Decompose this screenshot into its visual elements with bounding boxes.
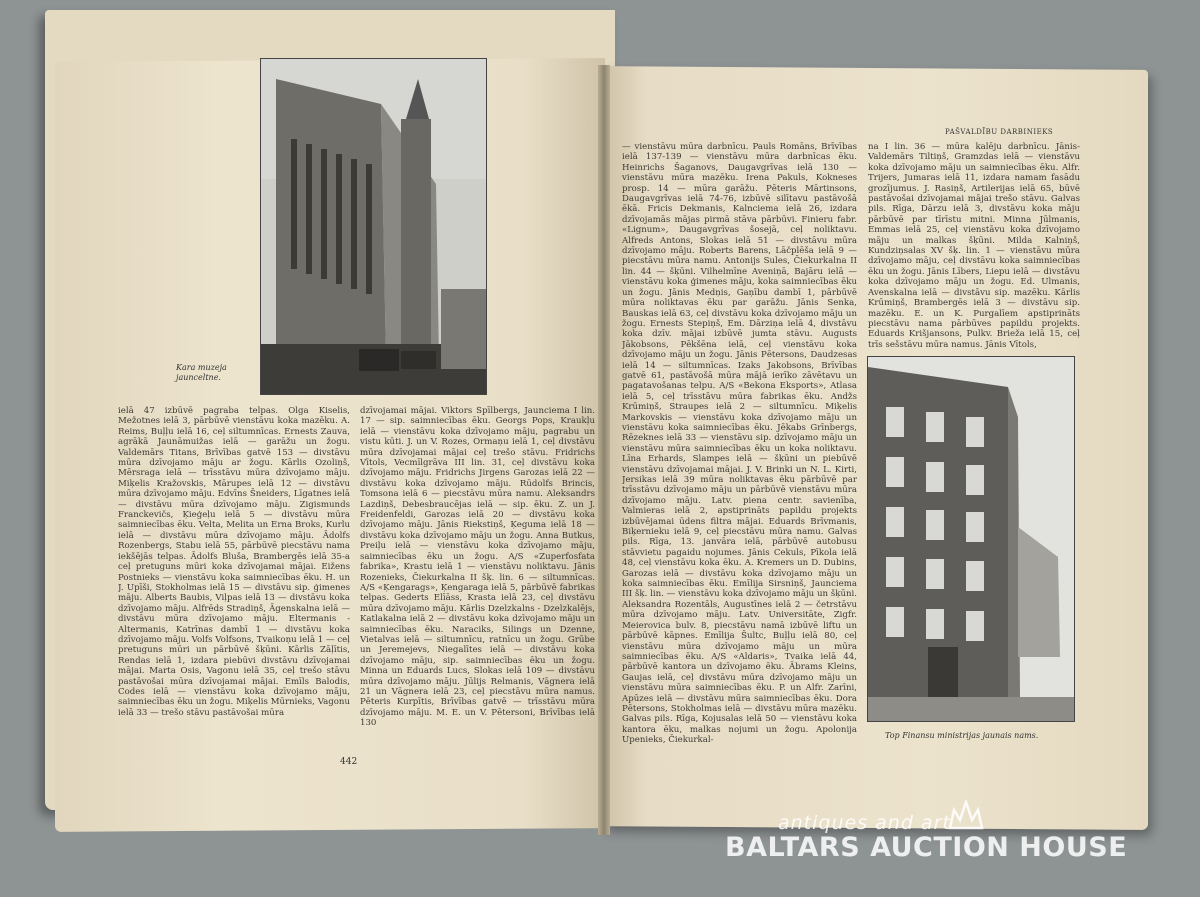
museum-photo: [260, 58, 487, 395]
watermark-brand: BALTARS AUCTION HOUSE: [725, 832, 1128, 863]
museum-photo-caption: [176, 363, 227, 383]
caption-line-2: jaunceltne.: [176, 373, 221, 382]
right-column-2: [868, 142, 1080, 350]
left-column-1-text: ielā 47 izbūvē pagraba telpas. Olga Kiselis, Mežotnes ielā 3, pārbūvē vienstāvu koka mazēku. A. Reims, Buļļu ielā 16, ceļ siltumnīcas. Ernests Zauva, agrākā Jaunāmuižas ielā — garāžu un žogu. Valdemārs Titans, Brīvības gatvē 153 — divstāvu mūra dzīvojamo māju ar žogu. Kārlis Ozoliņš, Mērsraga ielā — trīsstāvu mūra dzīvojamo māju. Miķelis Kražovskis, Mārupes ielā 12 — divstāvu mūra dzīvojamo māju. Edvīns Šneiders, Līgatnes ielā — divstāvu mūra dzīvojamo māju. Zigismunds Franckevičs, Ķieģeļu ielā 5 — divstāvu mūra saimniecības ēku. Velta, Melita un Erna Broks, Kurlu ielā — divstāvu mūra dzīvojamo māju. Ādolfs Rozenbergs, Stabu ielā 55, pārbūvē piecstāvu nama iekšējās telpas. Ādolfs Bluša, Brambergēs ielā 35-a ceļ pretuguns mūri koka dzīvojamai mājai. Eižens Postnieks — vienstāvu koka saimniecības ēku. H. un J. Upīši, Stokholmas ielā 15 — divstāvu sip. ģimenes māju. Alberts Baubis, Viļpas ielā 13 — divstāvu koka dzīvojamo māju. Alfrēds Stradiņš, Āgenskalna ielā — divstāvu mūra dzīvojamo māju. Eltermanis - Altermanis, Katrīnas dambī 1 — divstāvu koka dzīvojamo māju. Volfs Volfsons, Tvaikoņu ielā 1 — ceļ pretuguns mūri un pārbūvē šķūni. Kārlis Zāļītis, Rendas ielā 1, izdara piebūvi divstāvu dzīvojamai mājai. Marta Osis, Vagonu ielā 35, ceļ trešo stāvu pastāvošai mūra dzīvojamai mājai. Emīls Balodis, Codes ielā — vienstāvu koka dzīvojamo māju, saimniecības ēku un žogu. Miķelis Mūrnieks, Vagonu ielā 33 — trešo stāvu pastāvošai mūra: [118, 406, 350, 718]
left-column-1: [118, 406, 350, 751]
left-column-2-text: dzīvojamai mājai. Viktors Špīlbergs, Jaunciema I lin. 17 — sip. saimniecības ēku. Georgs Pops, Kraukļu ielā — vienstāvu koka dzīvojamo māju, pagrabu un vistu kūti. J. un V. Rozes, Ormaņu ielā 1, ceļ divstāvu mūra dzīvojamai mājai ceļ trešo stāvu. Fridrichs Vītols, Vecmīlgrāva III lin. 31, ceļ divstāvu koka dzīvojamo māju. Fridrichs Jirgens Garozas ielā 22 — divstāvu koka dzīvojamo māju. Rūdolfs Brincis, Tomsona ielā 6 — piecstāvu mūra namu. Aleksandrs Lazdiņš, Debesbraucējas ielā — sip. ēku. Z. un J. Freidenfeldi, Garozas ielā 20 — divstāvu koka dzīvojamo māju. Jānis Riekstiņš, Ķeguma ielā 18 — divstāvu koka dzīvojamo māju un žogu. Anna Butkus, Preiļu ielā — vienstāvu koka dzīvojamo māju, saimniecības ēku un žogu. A/S «Zuperfosfata fabrika», Krastu ielā 1 — vienstāvu noliktavu. Jānis Rozenieks, Čiekurkalna II šķ. lin. 6 — siltumnīcas. A/S «Ķengarags», Ķengaraga ielā 5, pārbūvē fabrikas telpas. Gederts Elīāss, Krasta ielā 23, ceļ divstāvu mūra dzīvojamo māju. Kārlis Dzelzkalns - Dzelzkalējs, Katlakalna ielā 2 — divstāvu koka dzīvojamo māju un saimniecības ēku. Naraciks, Silings un Dzenne, Vietalvas ielā — siltumnīcu, ratnīcu un žogu. Grūbe un Jeremejevs, Niegalītes ielā — divstāvu koka dzīvojamo māju, sip. saimniecības ēku un žogu. Minna un Eduards Lucs, Slokas ielā 109 — divstāvu mūra dzīvojamo māju. Jūlijs Relmanis, Vāgnera ielā 21 un Vāgnera ielā 23, ceļ piecstāvu mūra namus. Pēteris Kurpītis, Brīvības gatvē — trīsstāvu mūra dzīvojamo māju. M. E. un V. Pētersoni, Brīvības ielā 130: [360, 406, 595, 729]
page-number: 442: [340, 757, 358, 767]
watermark-tagline: antiques and art: [778, 812, 951, 834]
book-gutter: [598, 65, 610, 835]
ministry-photo-caption: Top Finansu ministrijas jaunais nams.: [885, 731, 1039, 740]
left-column-2: [360, 406, 595, 751]
right-column-1-text: — vienstāvu mūra darbnīcu. Pauls Romāns, Brīvības ielā 137-139 — vienstāvu mūra darbnīcas ēku. Heinrichs Šaganovs, Daugavgrīvas ielā 130 — vienstāvu mūra mazēku. Irena Pakuls, Kokneses prosp. 14 — mūra garāžu. Pēteris Mārtinsons, Daugavgrīvas ielā 74-76, izbūvē silītavu pastāvošā ēkā. Fricis Dekmanis, Kalnciema ielā 26, izdara dzīvojamās mājas pirmā stāva pārbūvi. Finieru fabr. «Lignum», Daugavgrīvas šosejā, ceļ noliktavu. Alfreds Antons, Slokas ielā 51 — divstāvu mūra dzīvojamo māju. Roberts Barens, Lāčplēša ielā 9 — piecstāvu mūra namu. Antonijs Sules, Čiekurkalna II lin. 44 — šķūni. Vilhelmīne Aveniņā, Bajāru ielā — vienstāvu koka ģimenes māju, koka saimniecības ēku un žogu. Jānis Medņis, Gaņību dambī 1, pārbūvē mūra noliktavas ēku par garāžu. Jānis Senka, Bauskas ielā 63, ceļ divstāvu koka dzīvojamo māju un žogu. Ernests Stepiņš, Em. Dārziņa ielā 4, divstāvu koka dzīv. mājai izbūvē jumta stāvu. Augusts Jākobsons, Pēkšēna ielā, ceļ vienstāvu koka dzīvojamo māju un žogu. Jānis Pētersons, Daudzesas ielā 14 — siltumnīcas. Izaks Jakobsons, Brīvības gatvē 61, pastāvošā mūra mājā ierīko zāvētavu un pagatavošanas telpu. A/S «Bekona Eksports», Atlasa ielā 5, ceļ trīsstāvu mūra fabrikas ēku. Andžs Krūmiņš, Straupes ielā 2 — siltumnīcu. Miķelis Markovskis — vienstāvu koka dzīvojamo māju un vienstāvu koka saimniecības ēku. Jēkabs Grīnbergs, Rēzeknes ielā 33 — vienstāvu sip. dzīvojamo māju un vienstāvu mūra saimniecības ēku un koka noliktavu. Līna Erhards, Slampes ielā — šķūni un piebūvē vienstāvu dzīvojamai mājai. J. V. Brinki un N. L. Kirti, Jersikas ielā 39 mūra noliktavas ēku pārbūvē par trīsstāvu dzīvojamo māju un pārbūvē vienstāvu mūra dzīvojamo māju. Latv. piena centr. savienība, Valmieras ielā 2, apstiprināts papildu projekts izbūvējamai ūdens filtra mājai. Eduards Brīvmanis, Biķernieku ielā 9, ceļ piecstāvu mūra namu. Galvas pils. Rīga, 13. janvāra ielā, pārbūvē autobusu stāvvietu pagaidu nojumes. Jānis Cekuls, Pīkola ielā 48, ceļ vienstāvu koka ēku. A. Kremers un D. Dubins, Garozas ielā — divstāvu koka dzīvojamo māju un koka saimniecības ēku. Emīlija Sirsniņš, Jaunciema III šķ. lin. — vienstāvu koka dzīvojamo māju un šķūni. Aleksandra Rozentāls, Augustīnes ielā 2 — četrstāvu mūra dzīvojamo māju. Latv. Universitāte, Zigfr. Meierovica bulv. 8, piecstāvu namā izbūvē liftu un pārbūvē kāpnes. Emīlija Šultc, Buļļu ielā 80, ceļ vienstāvu mūra dzīvojamo māju un mūra saimniecības ēku. A/S «Aldaris», Tvaika ielā 44, pārbūvē kantora un dzīvojamo ēku. Ābrams Kleins, Gaujas ielā, ceļ divstāvu mūra dzīvojamo māju un vienstāvu mūra saimniecības ēku. P. un Alfr. Zarīni, Apūzes ielā — divstāvu mūra saimniecības ēku. Dora Pētersons, Stokholmas ielā — divstāvu mūra mazēku. Galvas pils. Rīga, Kojusalas ielā 50 — vienstāvu koka kantora ēku, malkas nojumi un žogu. Apolonija Upenieks, Čiekurkal-: [622, 142, 857, 746]
caption-line-1: Kara muzeja: [176, 363, 227, 372]
right-column-1: [622, 142, 857, 774]
ministry-photo: [867, 356, 1075, 722]
crown-icon: [948, 800, 984, 830]
running-head: PAŠVALDĪBU DARBINIEKS: [945, 128, 1054, 136]
right-column-2-text: na I lin. 36 — mūra kalēju darbnīcu. Jānis-Valdemārs Tiltiņš, Gramzdas ielā — vienstāvu koka dzīvojamo māju un saimniecības ēku. Alfr. Trijers, Jumaras ielā 11, izdara namam fasādu grozījumus. J. Rasiņš, Artilerijas ielā 65, būvē pastāvošai dzīvojamai mājai trešo stāvu. Galvas pils. Rīga, Dārzu ielā 3, divstāvu koka māju pārbūvē par tīrīstu mitni. Minna Jūlmanis, Emmas ielā 25, ceļ vienstāvu koka dzīvojamo māju un malkas šķūni. Milda Kalniņš, Kundziņsalas XV šķ. lin. 1 — vienstāvu mūra dzīvojamo māju, ceļ divstāvu koka saimniecības ēku un žogu. Jānis Lībers, Liepu ielā — divstāvu koka dzīvojamo māju un žogu. Ed. Ulmanis, Avenskalna ielā — divstāvu sip. mazēku. Kārlis Krūmiņš, Brambergēs ielā 3 — divstāvu sip. mazēku. E. un K. Purgalīem apstiprināts piecstāvu nama pārbūves papildu projekts. Eduards Krišjansons, Pulkv. Brieža ielā 15, ceļ trīs sešstāvu mūra namus. Jānis Vītols,: [868, 142, 1080, 350]
